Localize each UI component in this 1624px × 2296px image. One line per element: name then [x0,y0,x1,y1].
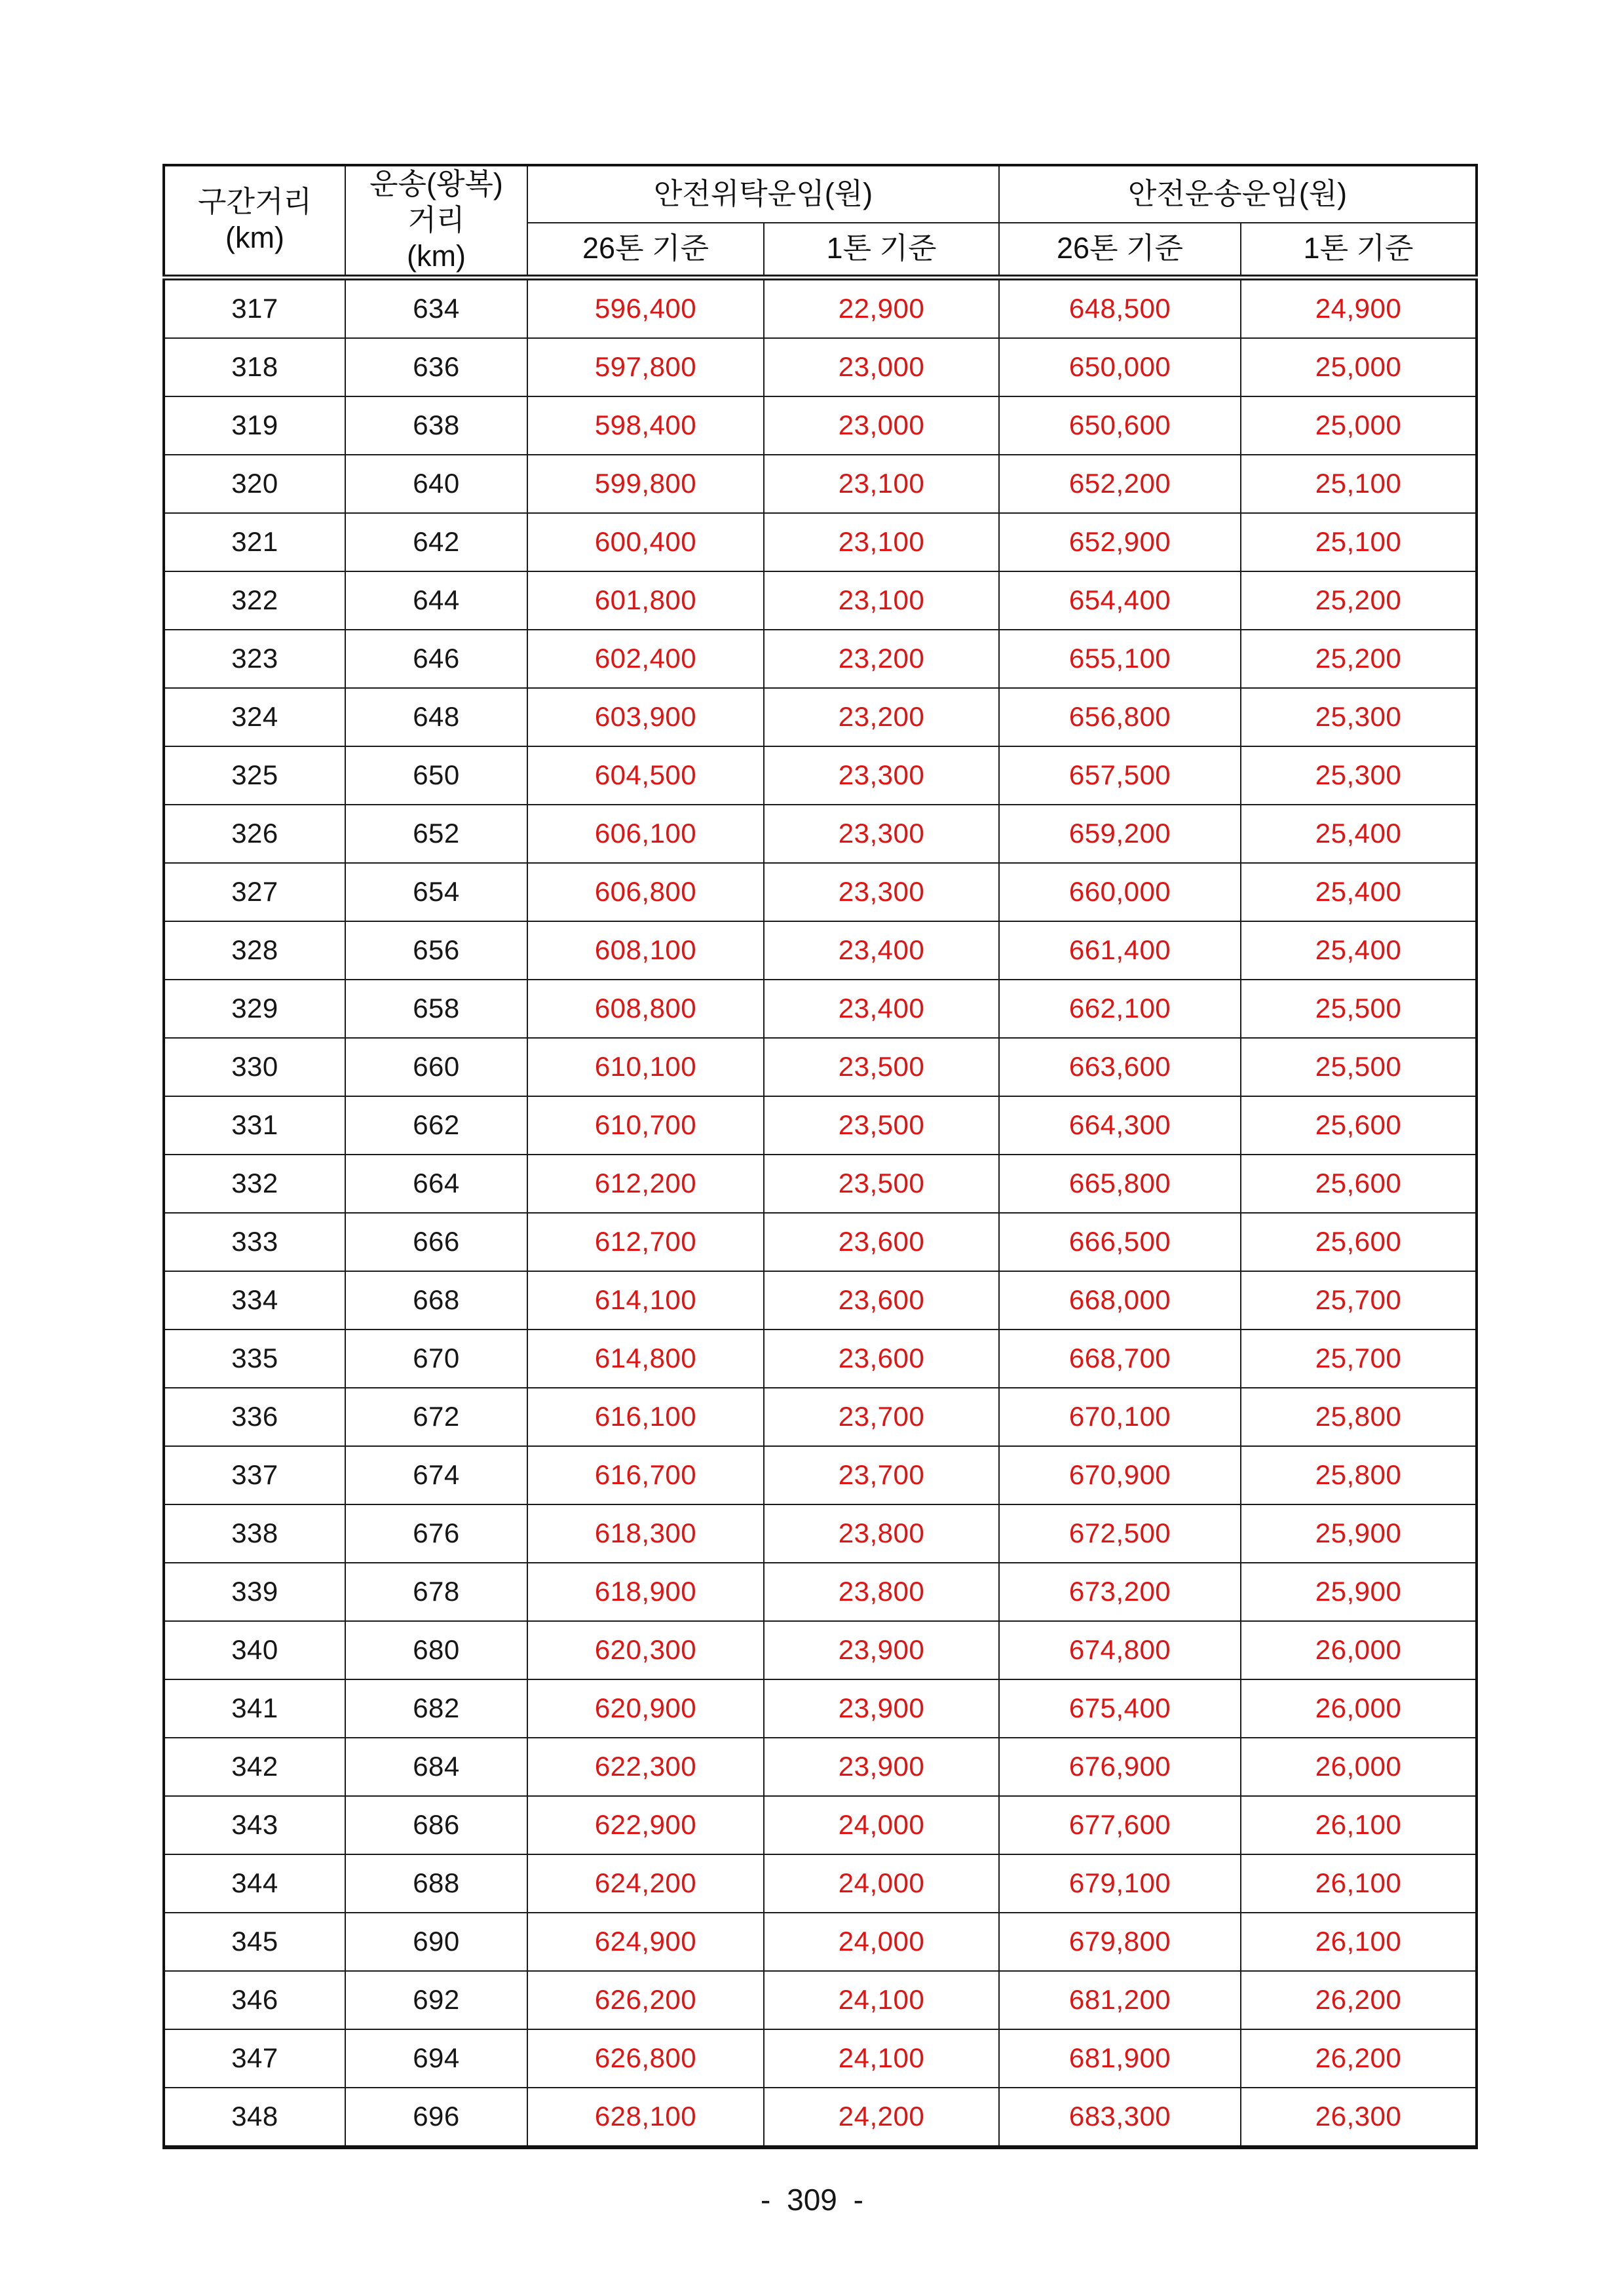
cell-transport-1t: 26,100 [1241,1854,1477,1913]
cell-transport-1t: 25,100 [1241,513,1477,571]
cell-section-distance: 342 [164,1738,345,1796]
table-row [164,1913,1477,1971]
table-row [164,2029,1477,2088]
cell-roundtrip-distance: 670 [345,1330,527,1388]
header-group-consignment-fare: 안전위탁운임(원) [527,165,999,223]
cell-transport-26t: 666,500 [999,1213,1241,1271]
table-row [164,1971,1477,2029]
cell-consignment-26t: 626,800 [527,2029,764,2088]
cell-consignment-26t: 612,200 [527,1155,764,1213]
cell-transport-26t: 648,500 [999,277,1241,338]
page-number: - 309 - [761,2183,863,2217]
cell-transport-26t: 661,400 [999,921,1241,980]
cell-roundtrip-distance: 696 [345,2088,527,2147]
cell-transport-26t: 652,900 [999,513,1241,571]
cell-consignment-1t: 23,000 [764,338,999,396]
cell-transport-1t: 26,100 [1241,1796,1477,1854]
table-row [164,2088,1477,2147]
cell-consignment-26t: 620,300 [527,1621,764,1679]
cell-section-distance: 324 [164,688,345,746]
cell-transport-26t: 674,800 [999,1621,1241,1679]
table-row [164,455,1477,513]
cell-transport-26t: 679,800 [999,1913,1241,1971]
cell-consignment-1t: 24,100 [764,1971,999,2029]
cell-roundtrip-distance: 692 [345,1971,527,2029]
table-row [164,746,1477,805]
cell-consignment-26t: 597,800 [527,338,764,396]
cell-section-distance: 338 [164,1504,345,1563]
cell-roundtrip-distance: 672 [345,1388,527,1446]
cell-transport-1t: 25,900 [1241,1504,1477,1563]
cell-consignment-26t: 624,200 [527,1854,764,1913]
cell-transport-1t: 25,600 [1241,1155,1477,1213]
cell-roundtrip-distance: 634 [345,277,527,338]
cell-consignment-1t: 23,700 [764,1446,999,1504]
table-row [164,1096,1477,1155]
cell-transport-1t: 26,200 [1241,1971,1477,2029]
cell-section-distance: 317 [164,277,345,338]
cell-transport-1t: 24,900 [1241,277,1477,338]
cell-transport-1t: 25,000 [1241,338,1477,396]
cell-roundtrip-distance: 678 [345,1563,527,1621]
cell-transport-1t: 25,100 [1241,455,1477,513]
cell-roundtrip-distance: 650 [345,746,527,805]
cell-consignment-26t: 610,100 [527,1038,764,1096]
cell-consignment-26t: 610,700 [527,1096,764,1155]
table-row [164,571,1477,630]
cell-section-distance: 331 [164,1096,345,1155]
cell-transport-1t: 25,200 [1241,630,1477,688]
table-row [164,688,1477,746]
cell-section-distance: 346 [164,1971,345,2029]
cell-consignment-1t: 23,900 [764,1621,999,1679]
table-row [164,1504,1477,1563]
cell-transport-1t: 25,700 [1241,1271,1477,1330]
cell-roundtrip-distance: 648 [345,688,527,746]
cell-roundtrip-distance: 686 [345,1796,527,1854]
table-row [164,1796,1477,1854]
cell-consignment-26t: 616,700 [527,1446,764,1504]
cell-transport-26t: 656,800 [999,688,1241,746]
cell-consignment-26t: 601,800 [527,571,764,630]
cell-section-distance: 333 [164,1213,345,1271]
cell-consignment-26t: 603,900 [527,688,764,746]
table-row [164,805,1477,863]
cell-roundtrip-distance: 680 [345,1621,527,1679]
table-row [164,1854,1477,1913]
cell-roundtrip-distance: 646 [345,630,527,688]
cell-section-distance: 320 [164,455,345,513]
table-row [164,1563,1477,1621]
cell-consignment-26t: 624,900 [527,1913,764,1971]
cell-section-distance: 344 [164,1854,345,1913]
cell-consignment-1t: 23,500 [764,1155,999,1213]
cell-section-distance: 339 [164,1563,345,1621]
cell-consignment-26t: 626,200 [527,1971,764,2029]
header-roundtrip-line3: (km) [407,239,466,273]
cell-section-distance: 318 [164,338,345,396]
cell-section-distance: 323 [164,630,345,688]
cell-consignment-1t: 22,900 [764,277,999,338]
cell-transport-26t: 677,600 [999,1796,1241,1854]
table-row [164,1038,1477,1096]
cell-transport-1t: 25,400 [1241,805,1477,863]
table-row [164,1446,1477,1504]
header-transport-26t: 26톤 기준 [999,223,1241,278]
header-row-groups [164,165,1477,223]
cell-consignment-1t: 23,800 [764,1563,999,1621]
cell-roundtrip-distance: 658 [345,980,527,1038]
cell-transport-26t: 657,500 [999,746,1241,805]
cell-transport-26t: 670,900 [999,1446,1241,1504]
cell-transport-26t: 683,300 [999,2088,1241,2147]
cell-roundtrip-distance: 688 [345,1854,527,1913]
header-roundtrip-line2: 거리 [407,202,465,237]
cell-section-distance: 326 [164,805,345,863]
cell-transport-1t: 25,500 [1241,1038,1477,1096]
cell-consignment-1t: 23,400 [764,921,999,980]
cell-roundtrip-distance: 660 [345,1038,527,1096]
cell-consignment-26t: 600,400 [527,513,764,571]
cell-transport-1t: 25,600 [1241,1096,1477,1155]
table-row [164,277,1477,338]
cell-transport-26t: 675,400 [999,1679,1241,1738]
cell-consignment-26t: 608,800 [527,980,764,1038]
cell-section-distance: 328 [164,921,345,980]
table-row [164,863,1477,921]
cell-consignment-26t: 618,300 [527,1504,764,1563]
cell-section-distance: 347 [164,2029,345,2088]
cell-consignment-1t: 23,300 [764,805,999,863]
cell-section-distance: 341 [164,1679,345,1738]
cell-transport-26t: 676,900 [999,1738,1241,1796]
cell-transport-26t: 659,200 [999,805,1241,863]
table-row [164,1155,1477,1213]
table-row [164,1271,1477,1330]
header-section-distance-line2: (km) [225,221,284,255]
table-row [164,396,1477,455]
cell-section-distance: 336 [164,1388,345,1446]
cell-consignment-1t: 23,500 [764,1038,999,1096]
cell-section-distance: 327 [164,863,345,921]
cell-roundtrip-distance: 666 [345,1213,527,1271]
cell-consignment-1t: 23,400 [764,980,999,1038]
cell-transport-26t: 663,600 [999,1038,1241,1096]
cell-transport-26t: 655,100 [999,630,1241,688]
safe-freight-rate-table [162,164,1478,2149]
cell-consignment-1t: 23,900 [764,1679,999,1738]
cell-consignment-1t: 23,500 [764,1096,999,1155]
cell-consignment-1t: 23,600 [764,1271,999,1330]
header-roundtrip-line1: 운송(왕복) [369,167,503,201]
cell-transport-26t: 654,400 [999,571,1241,630]
header-roundtrip-distance [345,165,527,277]
cell-section-distance: 340 [164,1621,345,1679]
cell-consignment-1t: 24,000 [764,1913,999,1971]
cell-transport-1t: 25,300 [1241,688,1477,746]
table-row [164,1330,1477,1388]
cell-transport-1t: 25,400 [1241,863,1477,921]
cell-transport-1t: 25,700 [1241,1330,1477,1388]
cell-consignment-26t: 608,100 [527,921,764,980]
cell-roundtrip-distance: 676 [345,1504,527,1563]
header-consignment-26t: 26톤 기준 [527,223,764,278]
cell-roundtrip-distance: 652 [345,805,527,863]
cell-transport-1t: 25,500 [1241,980,1477,1038]
cell-transport-26t: 679,100 [999,1854,1241,1913]
table-row [164,1388,1477,1446]
cell-consignment-1t: 24,000 [764,1854,999,1913]
header-section-distance-line1: 구간거리 [198,185,312,219]
header-consignment-1t: 1톤 기준 [764,223,999,278]
cell-section-distance: 348 [164,2088,345,2147]
cell-section-distance: 332 [164,1155,345,1213]
cell-transport-26t: 673,200 [999,1563,1241,1621]
cell-consignment-26t: 628,100 [527,2088,764,2147]
cell-consignment-26t: 604,500 [527,746,764,805]
cell-transport-1t: 26,100 [1241,1913,1477,1971]
cell-transport-1t: 25,400 [1241,921,1477,980]
cell-consignment-26t: 622,300 [527,1738,764,1796]
cell-transport-26t: 681,900 [999,2029,1241,2088]
cell-consignment-1t: 24,100 [764,2029,999,2088]
table-row [164,980,1477,1038]
table-row [164,921,1477,980]
cell-roundtrip-distance: 636 [345,338,527,396]
cell-roundtrip-distance: 656 [345,921,527,980]
cell-consignment-1t: 23,600 [764,1330,999,1388]
cell-section-distance: 321 [164,513,345,571]
cell-consignment-26t: 602,400 [527,630,764,688]
cell-consignment-1t: 23,100 [764,571,999,630]
cell-roundtrip-distance: 654 [345,863,527,921]
cell-transport-1t: 25,800 [1241,1446,1477,1504]
cell-consignment-26t: 614,100 [527,1271,764,1330]
cell-consignment-26t: 596,400 [527,277,764,338]
cell-consignment-1t: 23,900 [764,1738,999,1796]
cell-transport-1t: 25,200 [1241,571,1477,630]
cell-roundtrip-distance: 638 [345,396,527,455]
table-row [164,1213,1477,1271]
cell-section-distance: 337 [164,1446,345,1504]
cell-transport-26t: 681,200 [999,1971,1241,2029]
cell-consignment-26t: 606,800 [527,863,764,921]
cell-consignment-1t: 23,800 [764,1504,999,1563]
cell-transport-26t: 650,600 [999,396,1241,455]
cell-consignment-26t: 618,900 [527,1563,764,1621]
cell-consignment-1t: 23,600 [764,1213,999,1271]
cell-roundtrip-distance: 684 [345,1738,527,1796]
cell-transport-26t: 668,000 [999,1271,1241,1330]
cell-roundtrip-distance: 690 [345,1913,527,1971]
cell-consignment-1t: 23,000 [764,396,999,455]
cell-section-distance: 329 [164,980,345,1038]
cell-roundtrip-distance: 664 [345,1155,527,1213]
cell-consignment-26t: 606,100 [527,805,764,863]
cell-transport-1t: 25,600 [1241,1213,1477,1271]
table-row [164,1621,1477,1679]
cell-section-distance: 334 [164,1271,345,1330]
table-row [164,513,1477,571]
cell-transport-26t: 668,700 [999,1330,1241,1388]
cell-section-distance: 330 [164,1038,345,1096]
cell-consignment-1t: 24,200 [764,2088,999,2147]
cell-consignment-26t: 598,400 [527,396,764,455]
cell-consignment-1t: 23,100 [764,513,999,571]
table-row [164,630,1477,688]
header-transport-1t: 1톤 기준 [1241,223,1477,278]
cell-consignment-1t: 23,300 [764,863,999,921]
cell-consignment-1t: 23,300 [764,746,999,805]
table-row [164,1738,1477,1796]
cell-transport-26t: 672,500 [999,1504,1241,1563]
cell-transport-1t: 25,000 [1241,396,1477,455]
cell-transport-1t: 26,000 [1241,1738,1477,1796]
cell-section-distance: 343 [164,1796,345,1854]
cell-consignment-26t: 622,900 [527,1796,764,1854]
cell-consignment-1t: 23,200 [764,688,999,746]
cell-transport-1t: 25,900 [1241,1563,1477,1621]
cell-transport-1t: 25,800 [1241,1388,1477,1446]
cell-roundtrip-distance: 642 [345,513,527,571]
cell-consignment-26t: 614,800 [527,1330,764,1388]
cell-consignment-26t: 612,700 [527,1213,764,1271]
cell-transport-26t: 650,000 [999,338,1241,396]
cell-consignment-1t: 24,000 [764,1796,999,1854]
cell-transport-26t: 652,200 [999,455,1241,513]
header-group-transport-fare: 안전운송운임(원) [999,165,1477,223]
cell-transport-1t: 26,300 [1241,2088,1477,2147]
cell-consignment-1t: 23,200 [764,630,999,688]
cell-transport-1t: 26,000 [1241,1679,1477,1738]
cell-roundtrip-distance: 668 [345,1271,527,1330]
cell-roundtrip-distance: 682 [345,1679,527,1738]
cell-roundtrip-distance: 694 [345,2029,527,2088]
cell-roundtrip-distance: 674 [345,1446,527,1504]
table-body [164,277,1477,2147]
cell-consignment-1t: 23,700 [764,1388,999,1446]
header-section-distance [164,165,345,277]
cell-consignment-26t: 599,800 [527,455,764,513]
cell-section-distance: 325 [164,746,345,805]
table-row [164,1679,1477,1738]
cell-transport-1t: 26,200 [1241,2029,1477,2088]
cell-transport-1t: 26,000 [1241,1621,1477,1679]
cell-transport-26t: 662,100 [999,980,1241,1038]
table-header [164,165,1477,277]
cell-transport-26t: 664,300 [999,1096,1241,1155]
cell-section-distance: 335 [164,1330,345,1388]
cell-consignment-26t: 616,100 [527,1388,764,1446]
cell-roundtrip-distance: 644 [345,571,527,630]
cell-consignment-1t: 23,100 [764,455,999,513]
cell-transport-26t: 665,800 [999,1155,1241,1213]
cell-transport-1t: 25,300 [1241,746,1477,805]
cell-transport-26t: 670,100 [999,1388,1241,1446]
cell-roundtrip-distance: 662 [345,1096,527,1155]
cell-transport-26t: 660,000 [999,863,1241,921]
cell-section-distance: 322 [164,571,345,630]
table-row [164,338,1477,396]
cell-section-distance: 345 [164,1913,345,1971]
cell-roundtrip-distance: 640 [345,455,527,513]
cell-section-distance: 319 [164,396,345,455]
cell-consignment-26t: 620,900 [527,1679,764,1738]
